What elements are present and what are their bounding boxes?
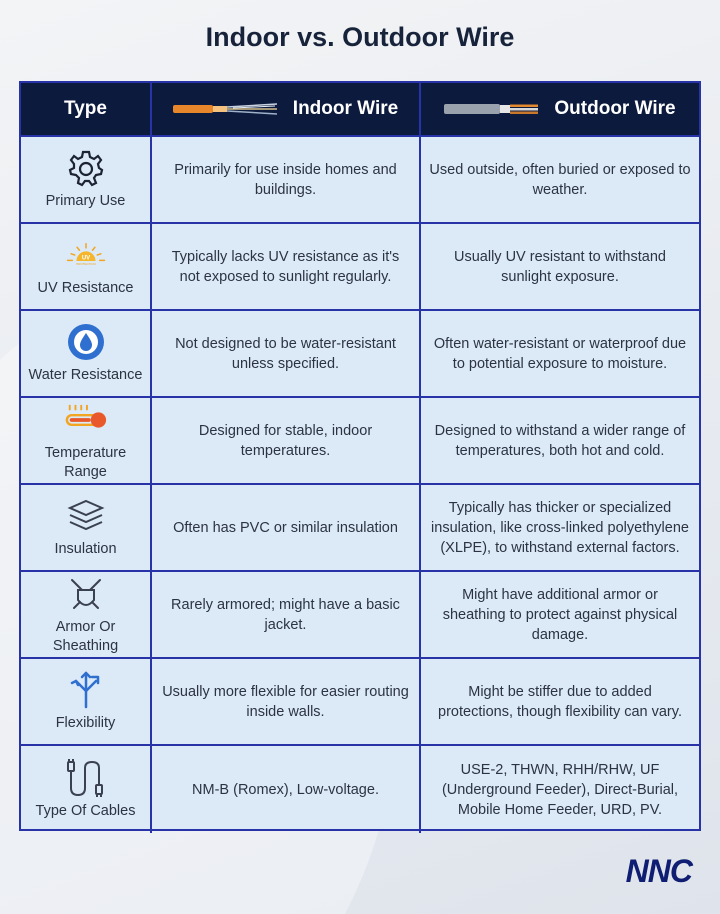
type-cell: [21, 224, 152, 309]
page-title: Indoor vs. Outdoor Wire: [205, 22, 515, 52]
type-cell: [21, 659, 152, 744]
type-cell: [21, 398, 152, 483]
outdoor-cell: Might be stiffer due to added protections, though flexibility can vary.: [438, 683, 682, 720]
split-arrows-icon: [64, 670, 108, 710]
table-row: [21, 485, 699, 572]
outdoor-cell: Might have additional armor or sheathing to protect against physical damage.: [442, 586, 678, 643]
type-cell: [21, 746, 152, 833]
table-row: [21, 224, 699, 311]
table-row: [21, 746, 699, 833]
type-label: Armor Or Sheathing: [52, 618, 119, 654]
gear-icon: [64, 148, 108, 188]
table-row: [21, 137, 699, 224]
table-row: [21, 398, 699, 485]
outdoor-cell: Usually UV resistant to withstand sunlight exposure.: [454, 248, 666, 285]
header-indoor-wire: [152, 83, 421, 135]
layers-icon: [64, 496, 108, 536]
comparison-table: [19, 81, 701, 831]
indoor-cell: Often has PVC or similar insulation: [152, 485, 421, 570]
type-cell: [21, 137, 152, 222]
outdoor-cell: Typically has thicker or specialized insulation, like cross-linked polyethylene (XLPE), to withstand external factors.: [431, 499, 689, 556]
outdoor-cell: Used outside, often buried or exposed to weather.: [429, 161, 691, 198]
water-drop-shield-icon: [64, 322, 108, 362]
indoor-cell: Primarily for use inside homes and buildings.: [152, 137, 421, 222]
outdoor-cell: USE-2, THWN, RHH/RHW, UF (Underground Feeder), Direct-Burial, Mobile Home Feeder, URD, PV.: [441, 761, 679, 818]
indoor-wire-icon: [173, 101, 279, 117]
type-label: UV Resistance: [37, 280, 134, 296]
type-cell: [21, 485, 152, 570]
header-outdoor-wire: [421, 83, 699, 135]
cable-icon: [64, 758, 108, 798]
header-type: Type: [21, 83, 152, 135]
indoor-cell: Typically lacks UV resistance as it's not exposed to sunlight regularly.: [152, 224, 421, 309]
type-label: Insulation: [54, 541, 117, 557]
thermometer-icon: [64, 400, 108, 440]
type-label: Type Of Cables: [35, 803, 136, 819]
nnc-logo: NNC: [625, 853, 692, 889]
outdoor-cell: Often water-resistant or waterproof due to potential exposure to moisture.: [433, 335, 687, 372]
table-row: [21, 311, 699, 398]
outdoor-cell: Designed to withstand a wider range of temperatures, both hot and cold.: [434, 422, 686, 459]
type-label: Temperature Range: [44, 444, 127, 480]
header-indoor-label: Indoor Wire: [292, 98, 399, 119]
uv-icon-subtext: PROTECTION: [75, 262, 96, 267]
indoor-cell: Designed for stable, indoor temperatures.: [152, 398, 421, 483]
type-cell: [21, 311, 152, 396]
indoor-cell: Rarely armored; might have a basic jacket.: [152, 572, 421, 657]
uv-protection-icon: [64, 235, 108, 275]
indoor-cell: Usually more flexible for easier routing inside walls.: [152, 659, 421, 744]
table-row: [21, 659, 699, 746]
type-label: Water Resistance: [28, 367, 143, 383]
type-label: Flexibility: [55, 715, 116, 731]
type-label: Primary Use: [45, 193, 126, 209]
indoor-cell: Not designed to be water-resistant unless specified.: [152, 311, 421, 396]
uv-icon-text: UV: [81, 255, 90, 262]
outdoor-wire-icon: [444, 101, 540, 117]
table-header-row: [21, 83, 699, 137]
indoor-cell: NM-B (Romex), Low-voltage.: [152, 746, 421, 833]
type-cell: [21, 572, 152, 657]
header-outdoor-label: Outdoor Wire: [554, 98, 676, 119]
table-row: [21, 572, 699, 659]
armor-shield-icon: [64, 574, 108, 614]
